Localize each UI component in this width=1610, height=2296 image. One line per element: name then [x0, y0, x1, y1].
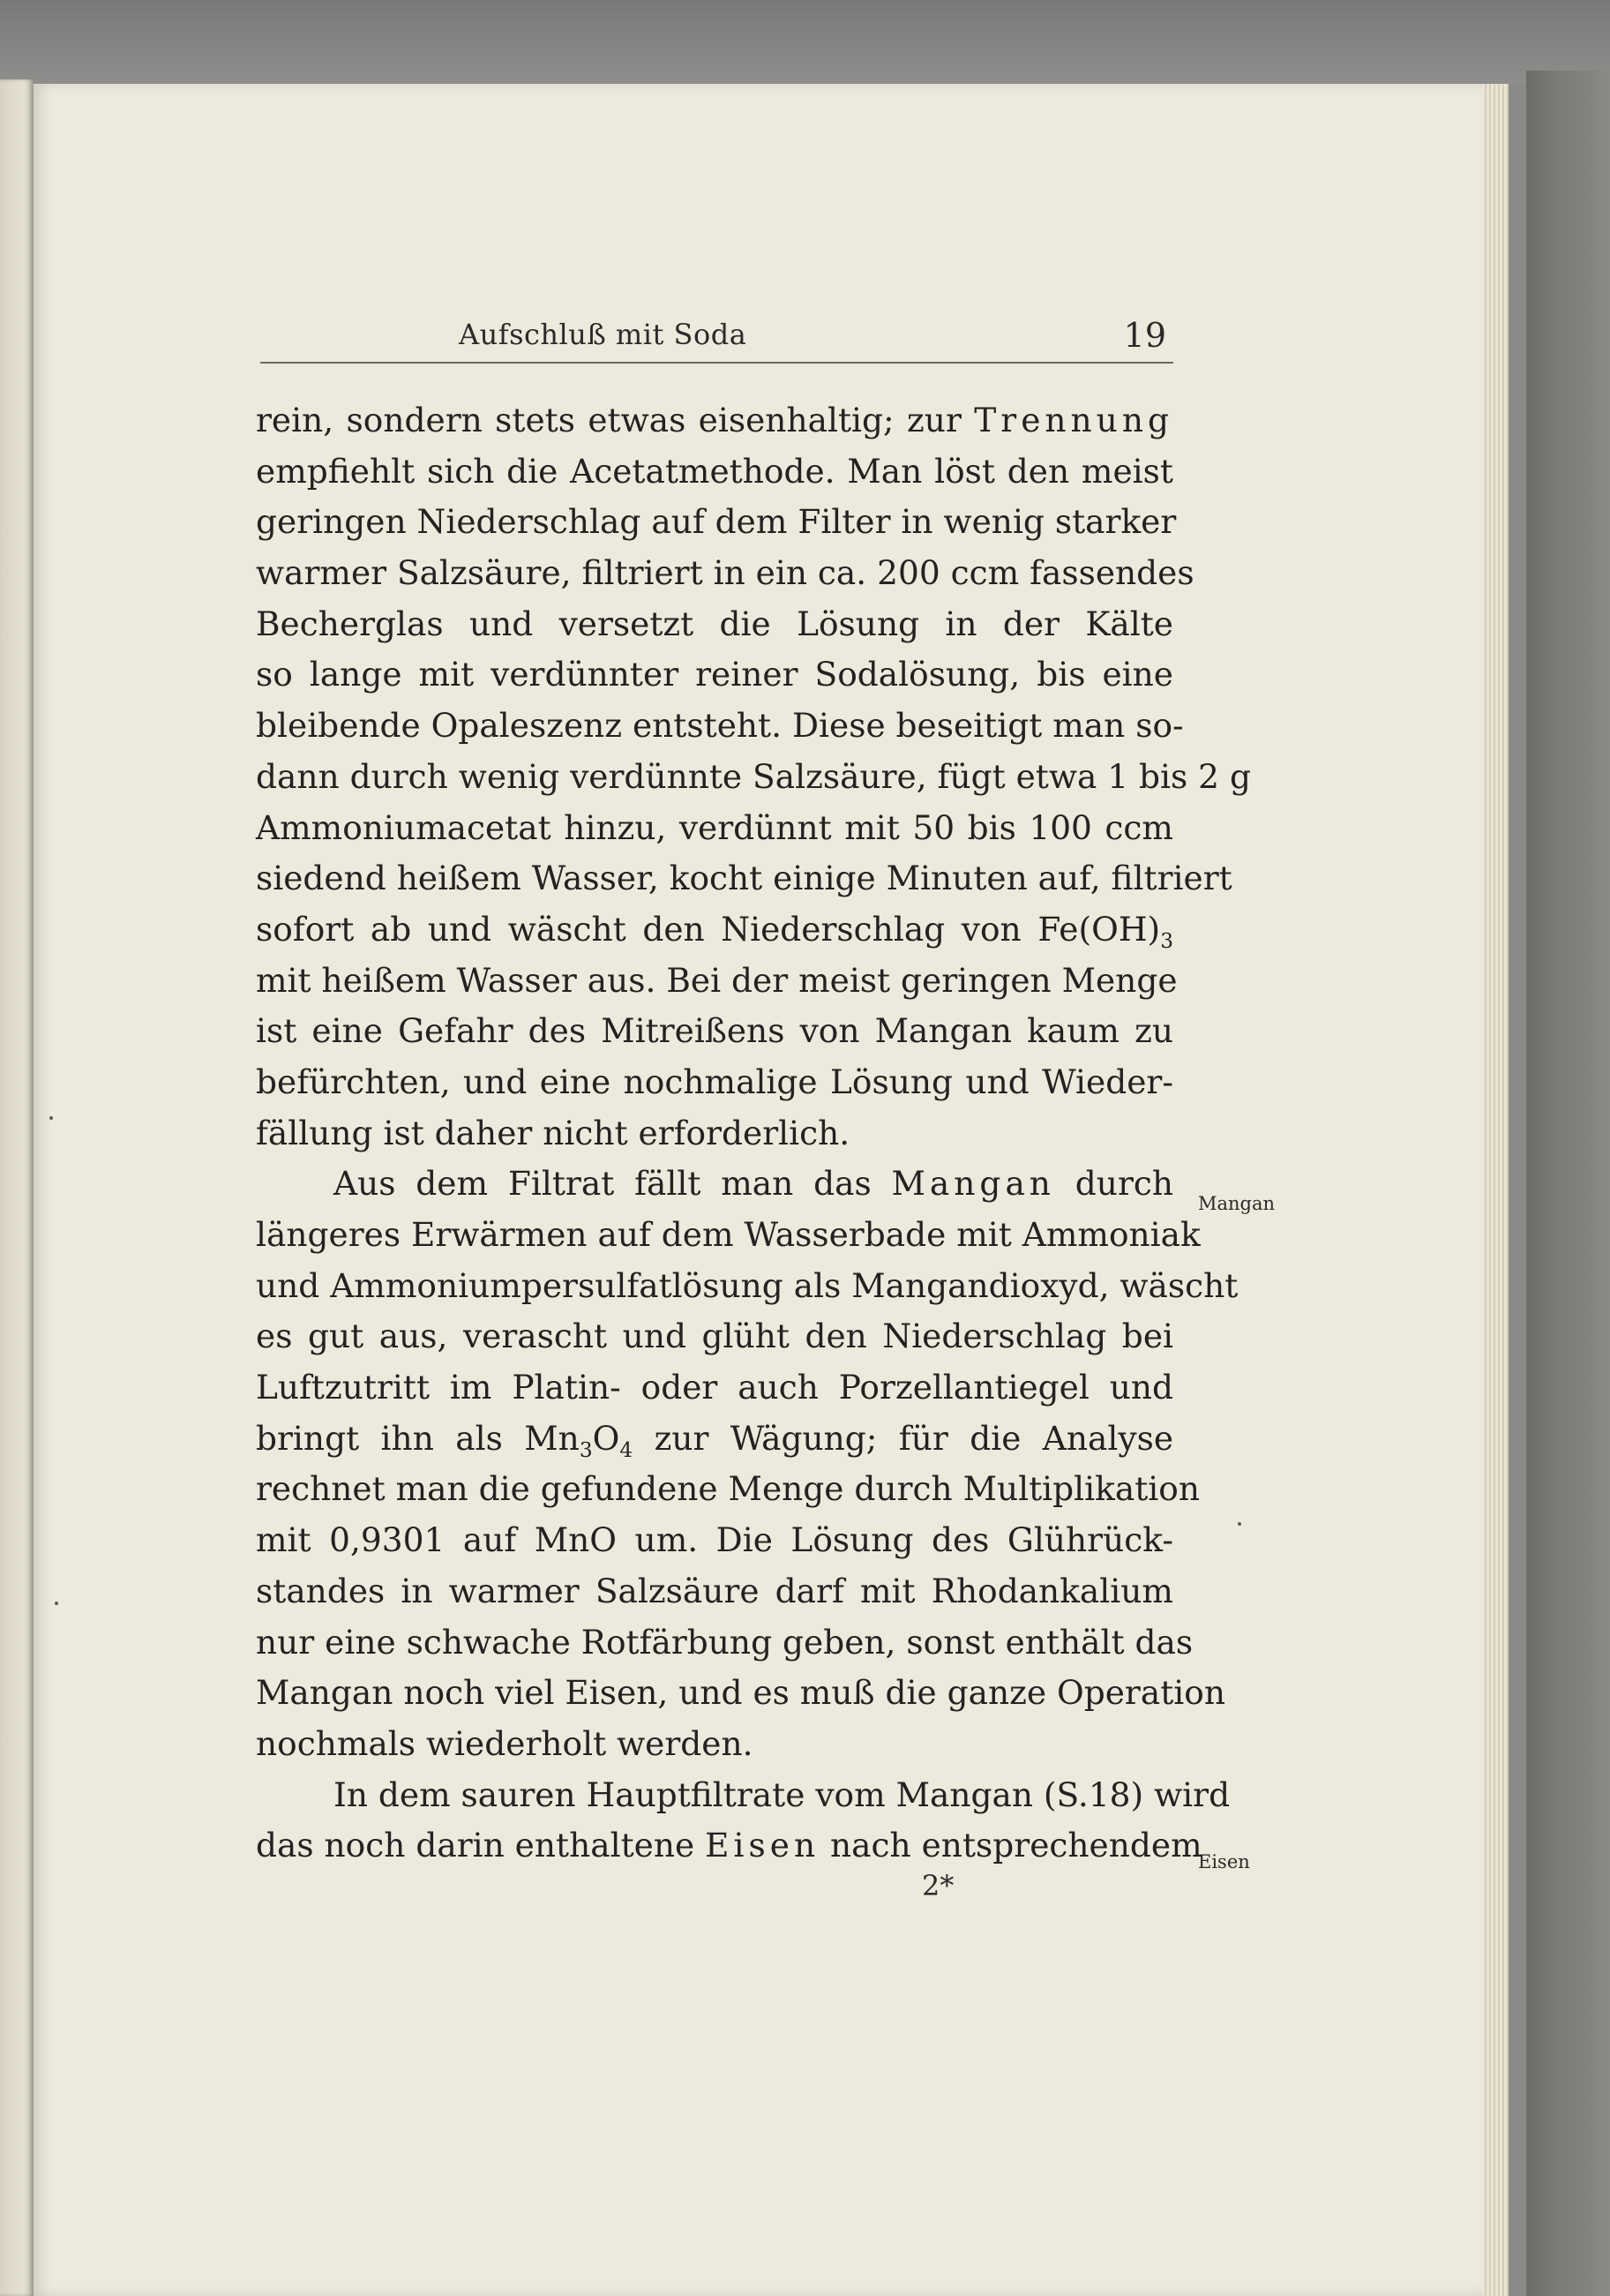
paper-speck	[55, 1602, 58, 1605]
text-line: nur eine schwache Rotfärbung geben, sonst enthält das	[256, 1622, 1194, 1662]
text-line: fällung ist daher nicht erforderlich.	[256, 1113, 850, 1152]
margin-note-mangan: Mangan	[1198, 1193, 1276, 1214]
text-line: siedend heißem Wasser, kocht einige Minuten auf, filtriert	[256, 859, 1232, 898]
text-line: und Ammoniumpersulfatlösung als Mangandioxyd, wäscht	[256, 1265, 1239, 1305]
body-text	[256, 395, 1251, 1872]
text-line: Becherglas und versetzt die Lösung in der Kälte	[256, 604, 1173, 643]
paper-speck	[49, 1116, 53, 1120]
page-block-edge	[1482, 84, 1509, 2296]
signature-mark: 2*	[922, 1869, 955, 1902]
text-line: geringen Niederschlag auf dem Filter in wenig starker	[256, 502, 1177, 542]
book-cover-board	[1526, 71, 1610, 2296]
text-line: bleibende Opaleszenz entsteht. Diese beseitigt man so-	[256, 706, 1184, 746]
text-line: sofort ab und wäscht den Niederschlag von $Fe(OH)_3$	[256, 909, 1173, 953]
scan-background-top	[0, 0, 1610, 84]
text-line: warmer Salzsäure, filtriert in ein ca. 200 ccm fassendes	[256, 553, 1194, 593]
emphasis: Eisen	[705, 1826, 820, 1865]
text-line: mit 0,9301 auf MnO um. Die Lösung des Glührück-	[256, 1520, 1173, 1560]
text-line: rein, sondern stets etwas eisenhaltig; zur Trennung	[256, 401, 1173, 439]
text-line: bringt ihn als $Mn_3O_4$ zur Wägung; für die Analyse	[256, 1418, 1174, 1462]
text-line: das noch darin enthaltene Eisen nach entsprechendem	[256, 1826, 1202, 1865]
page-number: 19	[1123, 316, 1166, 355]
subscript: 3	[1160, 929, 1173, 953]
text-line: standes in warmer Salzsäure darf mit Rhodankalium	[256, 1571, 1173, 1610]
emphasis: Trennung	[974, 401, 1173, 439]
text-line: empfiehlt sich die Acetatmethode. Man löst den meist	[256, 451, 1173, 491]
subscript: 4	[619, 1437, 633, 1462]
text-line: dann durch wenig verdünnte Salzsäure, fügt etwa 1 bis 2 g	[256, 756, 1251, 796]
running-title: Aufschluß mit Soda	[459, 318, 747, 351]
text-line: mit heißem Wasser aus. Bei der meist geringen Menge	[256, 960, 1178, 1000]
text-line: ist eine Gefahr des Mitreißens von Mangan kaum zu	[256, 1011, 1173, 1051]
text-line: Aus dem Filtrat fällt man das Mangan durch	[333, 1164, 1174, 1204]
text-line: es gut aus, verascht und glüht den Niederschlag bei	[256, 1317, 1173, 1356]
text-line: Luftzutritt im Platin- oder auch Porzellantiegel und	[256, 1368, 1173, 1407]
running-head	[260, 309, 1173, 364]
margin-note-eisen: Eisen	[1198, 1851, 1250, 1872]
text-line: so lange mit verdünnter reiner Sodalösung, bis eine	[256, 655, 1173, 694]
text-line: In dem sauren Hauptfiltrate vom Mangan (S.18) wird	[333, 1775, 1231, 1814]
text-line: längeres Erwärmen auf dem Wasserbade mit Ammoniak	[256, 1215, 1201, 1254]
emphasis: Mangan	[891, 1164, 1055, 1204]
text-line: befürchten, und eine nochmalige Lösung und Wieder-	[256, 1062, 1173, 1101]
text-line: Mangan noch viel Eisen, und es muß die ganze Operation	[256, 1673, 1225, 1713]
subscript: 3	[579, 1437, 593, 1462]
text-line: rechnet man die gefundene Menge durch Multiplikation	[256, 1469, 1201, 1509]
text-line: Ammoniumacetat hinzu, verdünnt mit 50 bis 100 ccm	[256, 807, 1173, 847]
paper-speck	[1238, 1522, 1241, 1526]
facing-page-edge	[0, 79, 34, 2296]
text-line: nochmals wiederholt werden.	[256, 1723, 753, 1763]
